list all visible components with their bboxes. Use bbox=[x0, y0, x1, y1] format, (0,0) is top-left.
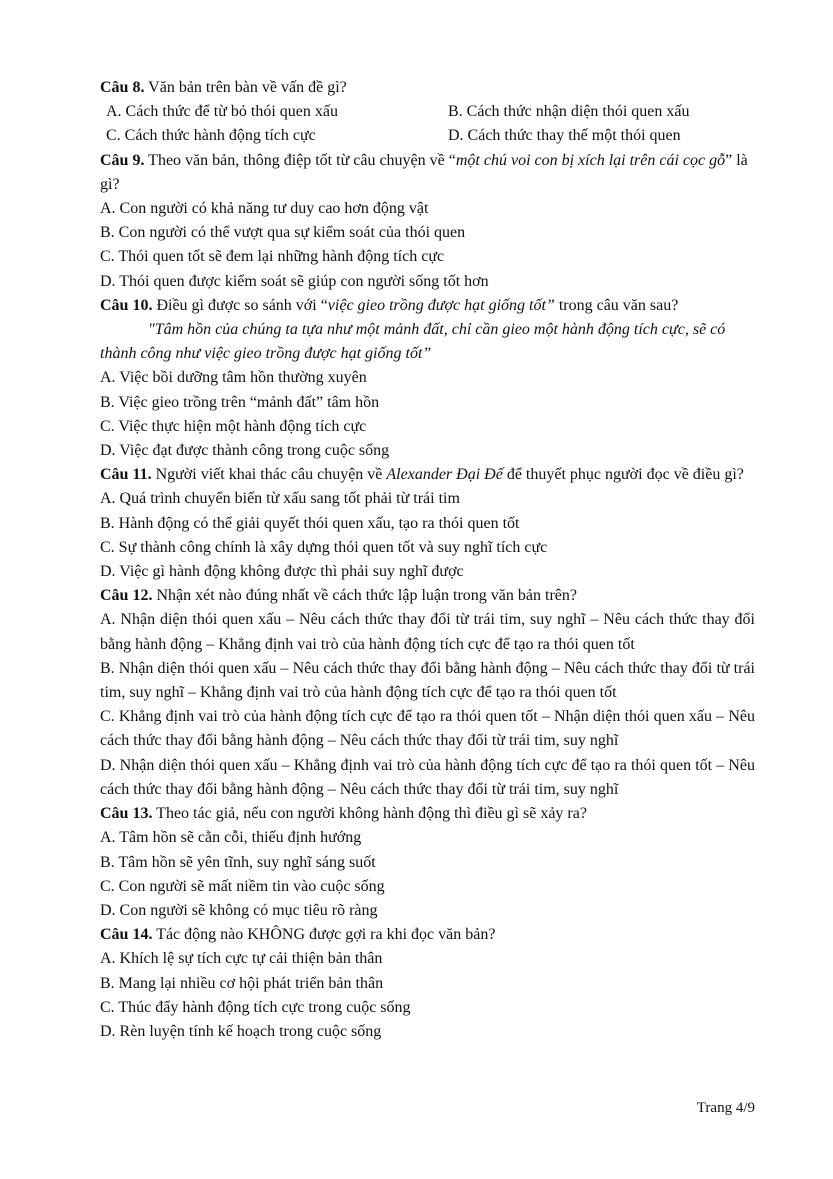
options-grid bbox=[100, 100, 755, 148]
document-page bbox=[100, 76, 755, 1044]
option-b: B. Hành động có thể giải quyết thói quen xấu, tạo ra thói quen tốt bbox=[100, 514, 520, 532]
option-b: B. Con người có thể vượt qua sự kiểm soát của thói quen bbox=[100, 224, 466, 242]
option-d: D. Rèn luyện tính kế hoạch trong cuộc sống bbox=[100, 1022, 382, 1040]
option-d: D. Cách thức thay thế một thói quen bbox=[448, 127, 681, 145]
option-d: D. Thói quen được kiểm soát sẽ giúp con người sống tốt hơn bbox=[100, 272, 489, 290]
option-b: B. Mang lại nhiều cơ hội phát triển bản thân bbox=[100, 974, 384, 992]
question-11 bbox=[100, 463, 755, 584]
question-9 bbox=[100, 149, 755, 294]
question-label: Câu 14. bbox=[100, 926, 153, 944]
question-8 bbox=[100, 76, 755, 149]
question-quote-inline: việc gieo trồng được hạt giống tốt” bbox=[327, 296, 555, 314]
option-c: C. Khẳng định vai trò của hành động tích cực để tạo ra thói quen tốt – Nhận diện thói quen xấu – Nêu cách thức thay đổi bằng hành động – Nêu cách thức thay đổi từ trái tim, suy nghĩ bbox=[100, 708, 755, 750]
page-number: Trang 4/9 bbox=[696, 1100, 755, 1116]
question-quote-inline: một chú voi con bị xích lại trên cái cọc gỗ bbox=[455, 151, 726, 169]
question-text: Tác động nào KHÔNG được gợi ra khi đọc văn bản? bbox=[152, 926, 496, 944]
option-a: A. Cách thức để từ bỏ thói quen xấu bbox=[106, 103, 338, 121]
option-a: A. Khích lệ sự tích cực tự cải thiện bản thân bbox=[100, 950, 383, 968]
option-b: B. Cách thức nhận diện thói quen xấu bbox=[448, 103, 690, 121]
question-text-end: trong câu văn sau? bbox=[554, 296, 679, 314]
option-d: D. Việc đạt được thành công trong cuộc sống bbox=[100, 442, 390, 460]
question-label: Câu 13. bbox=[100, 805, 153, 823]
option-c: C. Việc thực hiện một hành động tích cực bbox=[100, 417, 367, 435]
question-text-end: để thuyết phục người đọc về điều gì? bbox=[502, 466, 744, 484]
question-10 bbox=[100, 294, 755, 463]
question-text-end: ” là gì? bbox=[100, 151, 748, 193]
question-label: Câu 10. bbox=[100, 296, 153, 314]
question-text: Nhận xét nào đúng nhất về cách thức lập luận trong văn bản trên? bbox=[152, 587, 577, 605]
question-12 bbox=[100, 584, 755, 802]
option-c: C. Thúc đẩy hành động tích cực trong cuộc sống bbox=[100, 998, 411, 1016]
question-13 bbox=[100, 802, 755, 923]
option-c: C. Con người sẽ mất niềm tin vào cuộc sống bbox=[100, 877, 385, 895]
option-a: A. Tâm hồn sẽ cằn cỗi, thiếu định hướng bbox=[100, 829, 362, 847]
question-text: Theo văn bản, thông điệp tốt từ câu chuyện về “ bbox=[144, 151, 456, 169]
quoted-sentence: "Tâm hồn của chúng ta tựa như một mảnh đất, chỉ cần gieo một hành động tích cực, sẽ có thành công như việc gieo trồng được hạt giống tốt” bbox=[100, 321, 726, 363]
option-a: A. Quá trình chuyển biến từ xấu sang tốt phải từ trái tim bbox=[100, 490, 460, 508]
question-label: Câu 9. bbox=[100, 151, 145, 169]
option-b: B. Nhận diện thói quen xấu – Nêu cách thức thay đổi bằng hành động – Nêu cách thức thay đổi từ trái tim, suy nghĩ – Khẳng định vai trò của hành động tích cực để tạo ra thói quen tốt bbox=[100, 659, 755, 702]
option-d: D. Việc gì hành động không được thì phải suy nghĩ được bbox=[100, 563, 464, 581]
option-a: A. Nhận diện thói quen xấu – Nêu cách thức thay đổi từ trái tim, suy nghĩ – Nêu cách thức thay đổi bằng hành động – Khẳng định vai trò của hành động tích cực để tạo ra thói quen tốt bbox=[100, 611, 755, 653]
option-a: A. Việc bồi dưỡng tâm hồn thường xuyên bbox=[100, 369, 367, 387]
option-b: B. Việc gieo trồng trên “mảnh đất” tâm hồn bbox=[100, 393, 380, 411]
question-quote-inline: Alexander Đại Đế bbox=[386, 466, 503, 484]
question-text: Điều gì được so sánh với “ bbox=[152, 296, 328, 314]
question-text: Theo tác giả, nếu con người không hành động thì điều gì sẽ xảy ra? bbox=[152, 805, 587, 823]
option-d: D. Nhận diện thói quen xấu – Khẳng định vai trò của hành động tích cực để tạo ra thói quen tốt – Nêu cách thức thay đổi bằng hành động – Nêu cách thức thay đổi từ trái tim, suy nghĩ bbox=[100, 756, 755, 798]
question-label: Câu 12. bbox=[100, 587, 153, 605]
option-c: C. Cách thức hành động tích cực bbox=[106, 127, 316, 145]
option-b: B. Tâm hồn sẽ yên tĩnh, suy nghĩ sáng suốt bbox=[100, 853, 376, 871]
question-text: Người viết khai thác câu chuyện về bbox=[151, 466, 387, 484]
question-label: Câu 8. bbox=[100, 79, 145, 96]
option-a: A. Con người có khả năng tư duy cao hơn động vật bbox=[100, 200, 429, 218]
option-d: D. Con người sẽ không có mục tiêu rõ ràng bbox=[100, 901, 378, 919]
question-label: Câu 11. bbox=[100, 466, 152, 484]
option-c: C. Sự thành công chính là xây dựng thói quen tốt và suy nghĩ tích cực bbox=[100, 538, 548, 556]
question-14 bbox=[100, 923, 755, 1044]
question-text: Văn bản trên bàn về vấn đề gì? bbox=[144, 79, 347, 96]
option-c: C. Thói quen tốt sẽ đem lại những hành động tích cực bbox=[100, 248, 445, 266]
